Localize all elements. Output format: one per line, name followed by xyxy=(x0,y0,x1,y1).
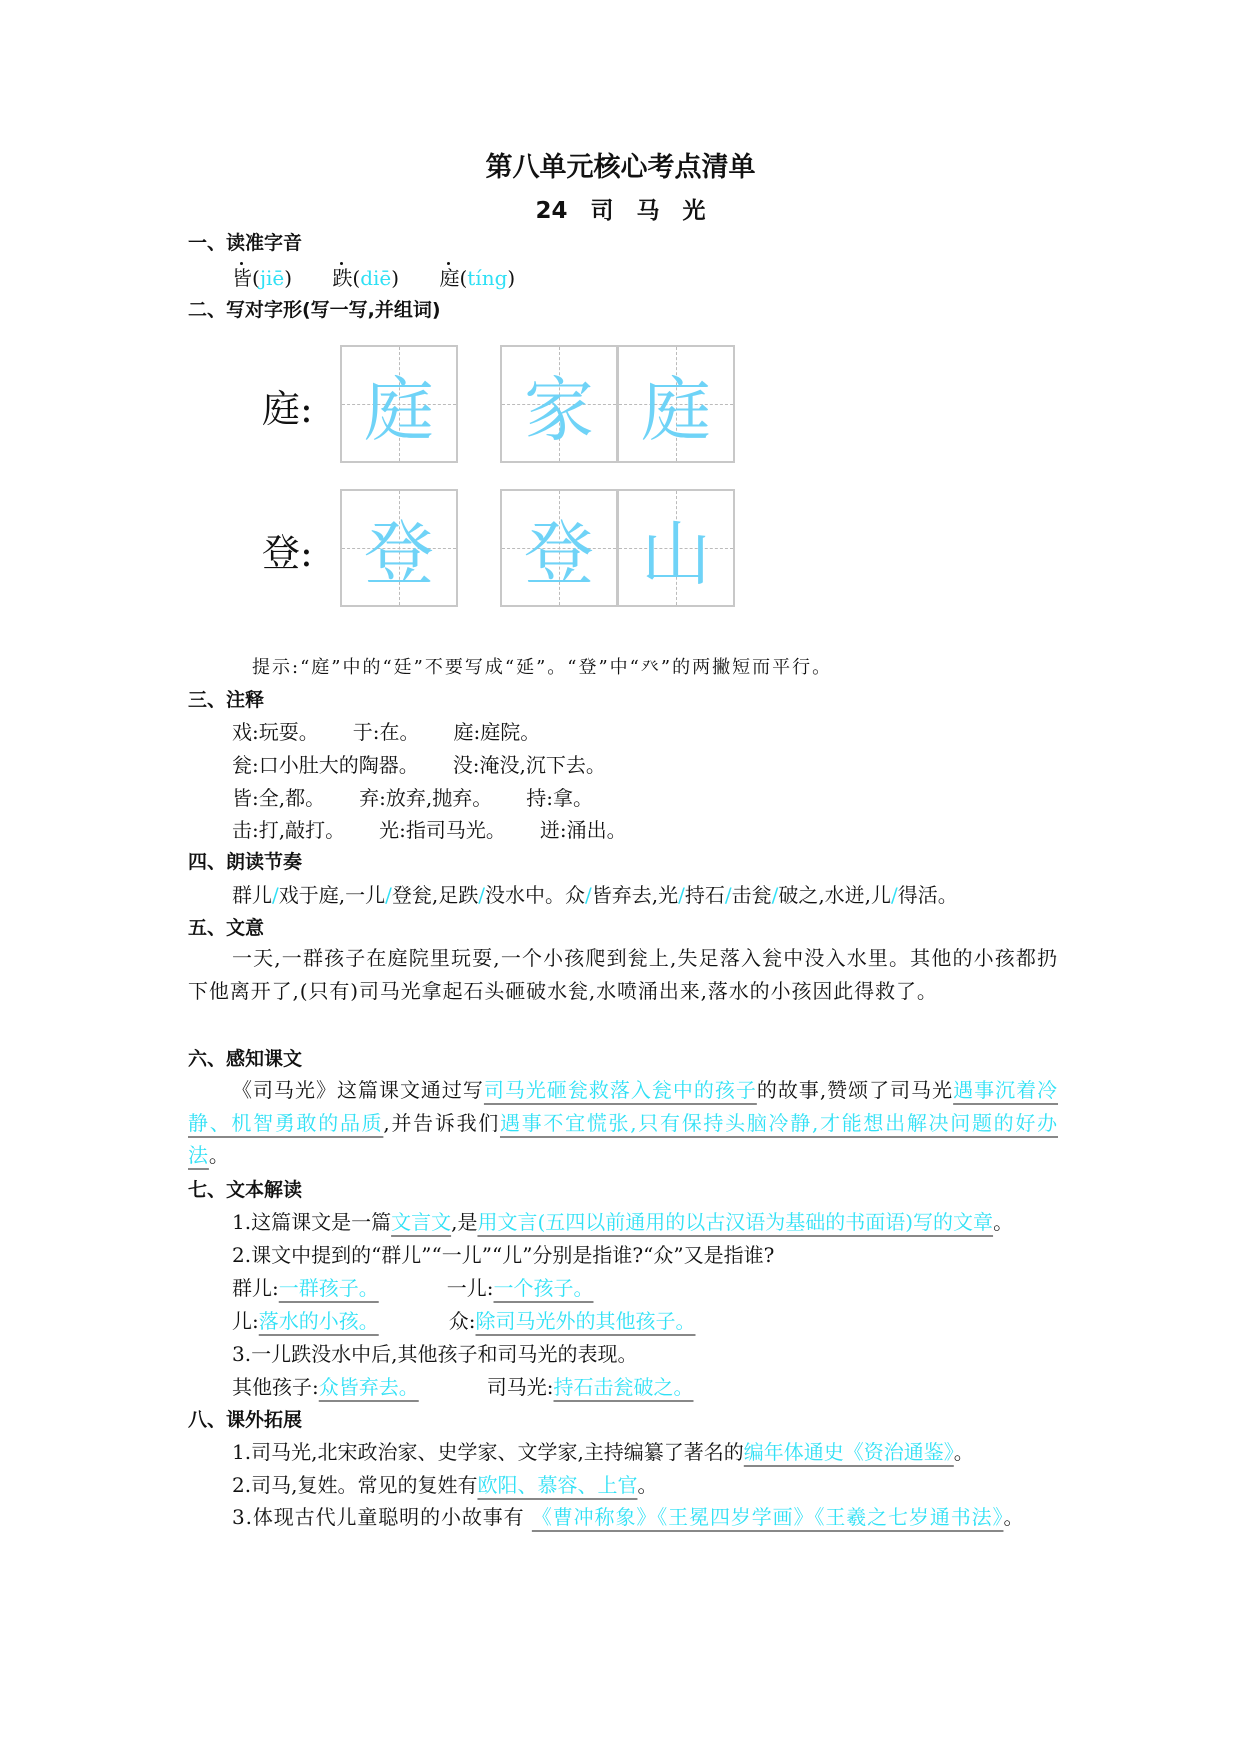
pause-mark: / xyxy=(724,883,732,907)
answer: 文言文 xyxy=(391,1210,452,1234)
pinyin-line: 皆(jiē) 跌(diē) 庭(tíng) xyxy=(232,266,516,290)
grid-char: 家 xyxy=(524,368,594,451)
answer: 编年体通史《资治通鉴》 xyxy=(743,1440,954,1464)
question-2: 2.课文中提到的“群儿”“一儿”“儿”分别是指谁?“众”又是指谁? xyxy=(232,1243,775,1267)
note-line: 皆:全,都。 弃:放弃,抛弃。 持:拿。 xyxy=(232,786,593,810)
writing-grid xyxy=(340,489,458,607)
answer: 司马光砸瓮救落入瓮中的孩子 xyxy=(483,1078,757,1102)
answer: 一个孩子。 xyxy=(493,1276,594,1300)
rhythm-segment: 皆弃去,光 xyxy=(591,883,679,907)
grid-char: 庭 xyxy=(641,368,711,451)
note-line: 击:打,敲打。 光:指司马光。 迸:涌出。 xyxy=(232,818,627,842)
hint-text: 提示:“庭”中的“廷”不要写成“延”。“登”中“癶”的两撇短而平行。 xyxy=(252,657,833,678)
answer: 遇事沉着冷静、机智勇敢的品质 xyxy=(188,1078,1059,1135)
section-6-heading: 六、感知课文 xyxy=(188,1048,303,1070)
section-2-heading: 二、写对字形(写一写,并组词) xyxy=(188,299,441,321)
answer: 众皆弃去。 xyxy=(318,1375,419,1399)
answer: 落水的小孩。 xyxy=(258,1309,379,1333)
answer: 一群孩子。 xyxy=(278,1276,379,1300)
writing-grid xyxy=(340,345,458,463)
grid-label: 登: xyxy=(262,531,313,575)
perception-paragraph: 《司马光》这篇课文通过写司马光砸瓮救落入瓮中的孩子的故事,赞颂了司马光遇事沉着冷静、机智勇敢的品质,并告诉我们遇事不宜慌张,只有保持头脑冷静,才能想出解决问题的好办法。 xyxy=(188,1078,1059,1168)
section-4-heading: 四、朗读节奏 xyxy=(188,851,303,873)
pinyin: jiē xyxy=(259,266,285,290)
rhythm-segment: 没水中。众 xyxy=(484,883,585,907)
pause-mark: / xyxy=(478,883,485,907)
writing-grid xyxy=(500,489,618,607)
pinyin: diē xyxy=(360,266,392,290)
answer: 用文言(五四以前通用的以古汉语为基础的书面语)写的文章 xyxy=(477,1210,994,1234)
answer-line: 儿:落水的小孩。 众:除司马光外的其他孩子。 xyxy=(232,1307,716,1335)
section-1-heading: 一、读准字音 xyxy=(188,232,303,254)
pinyin: tíng xyxy=(467,266,508,290)
pause-mark: / xyxy=(678,883,685,907)
answer: 《曹冲称象》《王冕四岁学画》《王羲之七岁通书法》 xyxy=(531,1505,1004,1529)
rhythm-segment: 戏于庭,一儿 xyxy=(278,883,386,907)
extension-3: 3.体现古代儿童聪明的小故事有 《曹冲称象》《王冕四岁学画》《王羲之七岁通书法》。 xyxy=(232,1505,1025,1529)
writing-grid xyxy=(617,489,735,607)
pause-mark: / xyxy=(272,883,279,907)
grid-char: 庭 xyxy=(364,368,434,451)
section-7-heading: 七、文本解读 xyxy=(188,1179,303,1201)
char: 庭 xyxy=(439,266,460,290)
pause-mark: / xyxy=(771,883,779,907)
char: 皆 xyxy=(232,266,252,290)
grid-char: 登 xyxy=(364,512,434,595)
answer: 欧阳、慕容、上官 xyxy=(477,1473,638,1497)
extension-2: 2.司马,复姓。常见的复姓有欧阳、慕容、上官。 xyxy=(232,1473,658,1497)
grid-char: 山 xyxy=(641,512,711,595)
extension-1: 1.司马光,北宋政治家、史学家、文学家,主持编纂了著名的编年体通史《资治通鉴》。 xyxy=(232,1440,974,1464)
pause-mark: / xyxy=(584,883,592,907)
rhythm-segment: 持石 xyxy=(684,883,725,907)
answer: 遇事不宜慌张,只有保持头脑冷静,才能想出解决问题的好办法 xyxy=(188,1110,1058,1168)
writing-grid xyxy=(617,345,735,463)
rhythm-segment: 得活。 xyxy=(897,883,958,907)
rhythm-line xyxy=(232,881,958,909)
pause-mark: / xyxy=(385,883,392,907)
rhythm-segment: 击瓮 xyxy=(731,883,772,907)
pause-mark: / xyxy=(891,883,898,907)
writing-grid xyxy=(500,345,618,463)
section-3-heading: 三、注释 xyxy=(188,689,265,711)
rhythm-segment: 破之,水迸,儿 xyxy=(778,883,892,907)
section-5-heading: 五、文意 xyxy=(188,917,265,939)
rhythm-segment: 登瓮,足跌 xyxy=(391,883,479,907)
question-3: 3.一儿跌没水中后,其他孩子和司马光的表现。 xyxy=(232,1342,638,1366)
lesson-title: 24 司 马 光 xyxy=(535,198,706,224)
grid-label: 庭: xyxy=(262,387,313,431)
char: 跌 xyxy=(332,266,353,290)
meaning-paragraph: 一天,一群孩子在庭院里玩耍,一个小孩爬到瓮上,失足落入瓮中没入水里。其他的小孩都扔下他离开了,(只有)司马光拿起石头砸破水瓮,水喷涌出来,落水的小孩因此得救了。 xyxy=(188,946,1058,1003)
answer: 持石击瓮破之。 xyxy=(553,1375,694,1399)
rhythm-segment: 群儿 xyxy=(232,883,272,907)
note-line: 瓮:口小肚大的陶器。 没:淹没,沉下去。 xyxy=(232,753,606,777)
section-8-heading: 八、课外拓展 xyxy=(188,1409,303,1431)
question-1: 1.这篇课文是一篇文言文,是用文言(五四以前通用的以古汉语为基础的书面语)写的文章。 xyxy=(232,1210,1014,1234)
note-line: 戏:玩耍。 于:在。 庭:庭院。 xyxy=(232,720,541,744)
grid-char: 登 xyxy=(524,512,594,595)
answer: 除司马光外的其他孩子。 xyxy=(475,1309,696,1333)
answer-line: 其他孩子:众皆弃去。 司马光:持石击瓮破之。 xyxy=(232,1373,706,1401)
answer-line: 群儿:一群孩子。 一儿:一个孩子。 xyxy=(232,1274,602,1302)
page-title: 第八单元核心考点清单 xyxy=(485,152,756,183)
